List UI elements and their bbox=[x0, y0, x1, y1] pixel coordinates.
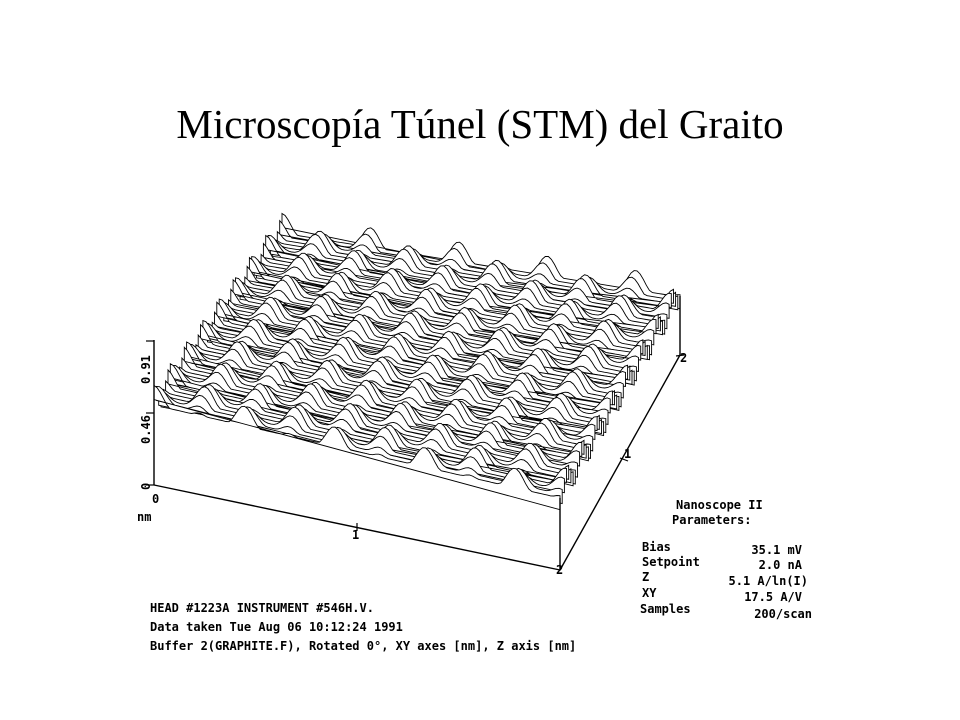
param-value-samples: 200/scan bbox=[754, 607, 812, 621]
z-tick-label-0: 0 bbox=[139, 482, 153, 490]
acquisition-info bbox=[150, 601, 576, 653]
stm-surface-plot bbox=[154, 214, 680, 510]
parameters-heading-line2: Parameters: bbox=[672, 513, 752, 527]
footer-line-1: HEAD #1223A INSTRUMENT #546H.V. bbox=[150, 601, 374, 615]
y-tick-label-1: 1 bbox=[624, 447, 632, 461]
y-tick-label-2: 2 bbox=[680, 351, 688, 365]
param-value-xy: 17.5 A/V bbox=[744, 590, 802, 604]
param-label-z: Z bbox=[642, 570, 650, 584]
param-label-bias: Bias bbox=[642, 540, 671, 554]
param-value-z: 5.1 A/ln(I) bbox=[728, 574, 808, 588]
param-value-bias: 35.1 mV bbox=[751, 543, 802, 557]
z-unit-label: nm bbox=[137, 510, 152, 524]
footer-line-2: Data taken Tue Aug 06 10:12:24 1991 bbox=[150, 620, 403, 634]
slide-title: Microscopía Túnel (STM) del Graito bbox=[176, 101, 784, 147]
param-label-samples: Samples bbox=[640, 602, 691, 616]
x-tick-label-1: 1 bbox=[352, 528, 360, 542]
x-tick-label-0: 0 bbox=[152, 492, 160, 506]
z-tick-label-091: 0.91 bbox=[139, 355, 153, 384]
param-value-setpoint: 2.0 nA bbox=[758, 558, 802, 572]
parameters-block bbox=[640, 498, 812, 621]
x-tick-label-2: 2 bbox=[556, 563, 564, 577]
parameters-heading-line1: Nanoscope II bbox=[676, 498, 763, 512]
z-tick-label-046: 0.46 bbox=[139, 415, 153, 444]
footer-line-3: Buffer 2(GRAPHITE.F), Rotated 0°, XY axes [nm], Z axis [nm] bbox=[150, 639, 577, 653]
param-label-xy: XY bbox=[642, 586, 657, 600]
param-label-setpoint: Setpoint bbox=[642, 555, 700, 569]
